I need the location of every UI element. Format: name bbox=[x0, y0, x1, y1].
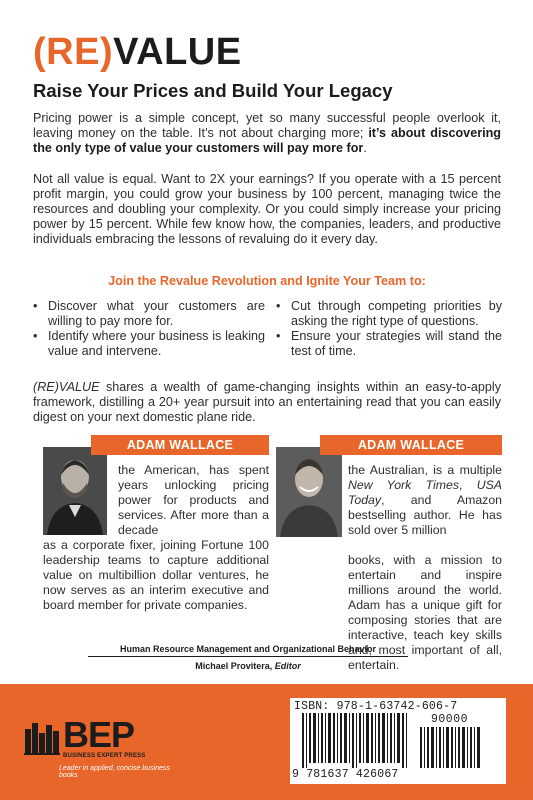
list-item bbox=[33, 299, 265, 329]
author1-bio-top: the American, has spent years unlocking pricing power for products and services. After more than a decade bbox=[118, 463, 269, 537]
series-title: Human Resource Management and Organizational Behavior bbox=[88, 644, 408, 657]
bullet-list-right bbox=[276, 299, 502, 359]
book-title bbox=[33, 30, 242, 74]
editor-name: Michael Provitera, bbox=[195, 661, 275, 671]
books-icon bbox=[23, 719, 61, 755]
logo-publisher-name: BUSINESS EXPERT PRESS bbox=[63, 753, 146, 759]
barcode-block bbox=[290, 698, 506, 784]
bullet-marker: • bbox=[276, 299, 281, 313]
book-name-italic: (RE)VALUE bbox=[33, 380, 100, 394]
bullet-marker: • bbox=[33, 329, 38, 343]
book-subtitle: Raise Your Prices and Build Your Legacy bbox=[33, 80, 393, 101]
author2-bio-top bbox=[348, 463, 502, 538]
bullet-marker: • bbox=[276, 329, 281, 343]
usat-italic: USA Today bbox=[348, 478, 502, 507]
list-item bbox=[276, 329, 502, 359]
intro-text: Pricing power is a simple concept, yet so many successful people overlook it, leaving money on the table. It’s not about charging more; bbox=[33, 111, 501, 140]
editor-role: Editor bbox=[274, 661, 301, 671]
nyt-italic: New York Times bbox=[348, 478, 459, 492]
author2-bio-mid: , and Amazon bestselling author. He has sold over 5 million bbox=[348, 493, 502, 537]
intro-end: . bbox=[363, 141, 367, 155]
bullet-text: Cut through competing priorities by asking the right type of questions. bbox=[291, 299, 502, 328]
value-paragraph: Not all value is equal. Want to 2X your earnings? If you operate with a 15 percent profit margin, you could grow your business by 100 percent, managing twice the resources and doubling your complexity. Or you could simply increase your pricing power by 15 percent. While few know how, the companies, leaders, and productive individuals embracing the lessons of revaluing do it every day. bbox=[33, 172, 501, 246]
author2-name-bar: ADAM WALLACE bbox=[320, 435, 502, 455]
intro-bold: it’s about discovering the only type of value your customers will pay more for bbox=[33, 126, 501, 155]
author1-name-bar: ADAM WALLACE bbox=[91, 435, 269, 455]
publisher-logo bbox=[23, 714, 173, 785]
title-main: VALUE bbox=[113, 31, 242, 73]
author2-bio-bottom: books, with a mission to entertain and inspire millions around the world. Adam has a unique gift for composing stories that are interactive, teach key skills and, most important of all, entertain. bbox=[348, 553, 502, 672]
logo-wordmark: BEP bbox=[63, 714, 135, 755]
list-item bbox=[33, 329, 265, 359]
bullet-text: Discover what your customers are willing to pay more for. bbox=[48, 299, 265, 328]
author1-bio-bottom: as a corporate fixer, joining Fortune 100 leadership teams to capture additional value on multibillion dollar ventures, he now serves as an interim executive and board member for private companies. bbox=[43, 538, 269, 612]
bullet-text: Ensure your strategies will stand the test of time. bbox=[291, 329, 502, 358]
bullet-text: Identify where your business is leaking value and intervene. bbox=[48, 329, 265, 358]
barcode-icon bbox=[290, 713, 506, 769]
bullet-marker: • bbox=[33, 299, 38, 313]
price-addon: 90000 bbox=[431, 713, 469, 726]
logo-tagline: Leader in applied, concise business books bbox=[59, 765, 170, 779]
join-heading: Join the Revalue Revolution and Ignite Your Team to: bbox=[108, 274, 426, 288]
author1-photo bbox=[43, 447, 107, 535]
framework-paragraph bbox=[33, 380, 501, 425]
author2-bio-pre: the Australian, is a multiple bbox=[348, 463, 502, 477]
author2-photo bbox=[276, 447, 342, 537]
title-accent: (RE) bbox=[33, 31, 114, 73]
series-editor bbox=[88, 661, 408, 671]
list-item bbox=[276, 299, 502, 329]
intro-paragraph bbox=[33, 111, 501, 156]
barcode-number: 9 781637 426067 bbox=[292, 768, 399, 781]
framework-text: shares a wealth of game-changing insights within an easy-to-apply framework, distilling a 20+ year pursuit into an entertaining read that you can easily digest on your next domestic plane ride. bbox=[33, 380, 501, 424]
bullet-list-left bbox=[33, 299, 265, 359]
bio-separator: , bbox=[458, 478, 477, 492]
isbn-text: ISBN: 978-1-63742-606-7 bbox=[294, 700, 458, 713]
